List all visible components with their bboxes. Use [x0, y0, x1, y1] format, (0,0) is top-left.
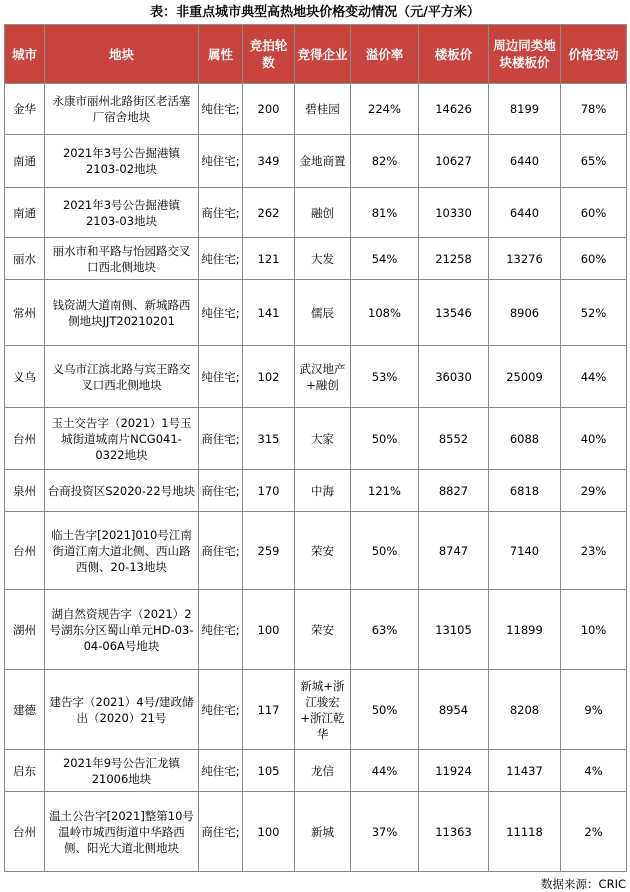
- header-premium: 溢价率: [351, 25, 419, 84]
- cell-price: 8954: [419, 670, 489, 750]
- cell-city: 启东: [5, 750, 45, 792]
- cell-rounds: 315: [243, 408, 295, 470]
- cell-type: 纯住宅;: [199, 280, 243, 346]
- cell-nearby-price: 8208: [489, 670, 561, 750]
- cell-change: 29%: [561, 470, 627, 512]
- table-row: [5, 750, 627, 792]
- cell-rounds: 262: [243, 188, 295, 238]
- table-row: [5, 280, 627, 346]
- cell-city: 建德: [5, 670, 45, 750]
- cell-premium: 50%: [351, 670, 419, 750]
- cell-nearby-price: 11118: [489, 792, 561, 872]
- table-row: [5, 238, 627, 280]
- cell-type: 纯住宅;: [199, 238, 243, 280]
- header-winner: 竞得企业: [295, 25, 351, 84]
- cell-price: 36030: [419, 346, 489, 408]
- cell-plot: 建告字（2021）4号/建政储出（2020）21号: [45, 670, 199, 750]
- cell-change: 52%: [561, 280, 627, 346]
- cell-rounds: 100: [243, 590, 295, 670]
- header-nearby-price: 周边同类地块楼板价: [489, 25, 561, 84]
- header-rounds: 竞拍轮数: [243, 25, 295, 84]
- cell-nearby-price: 13276: [489, 238, 561, 280]
- table-title: 表：非重点城市典型高热地块价格变动情况（元/平方米）: [150, 5, 480, 20]
- cell-winner: 新城: [295, 792, 351, 872]
- cell-type: 商住宅;: [199, 470, 243, 512]
- cell-change: 60%: [561, 188, 627, 238]
- cell-nearby-price: 6818: [489, 470, 561, 512]
- cell-city: 台州: [5, 512, 45, 590]
- cell-city: 丽水: [5, 238, 45, 280]
- table-row: [5, 135, 627, 188]
- cell-city: 湖州: [5, 590, 45, 670]
- cell-type: 纯住宅;: [199, 135, 243, 188]
- cell-type: 商住宅;: [199, 188, 243, 238]
- cell-rounds: 105: [243, 750, 295, 792]
- table-row: [5, 346, 627, 408]
- table-row: [5, 84, 627, 135]
- table-row: [5, 470, 627, 512]
- cell-change: 2%: [561, 792, 627, 872]
- cell-type: 纯住宅;: [199, 670, 243, 750]
- cell-plot: 温土公告字[2021]整第10号温岭市城西街道中华路西侧、阳光大道北侧地块: [45, 792, 199, 872]
- cell-rounds: 200: [243, 84, 295, 135]
- cell-winner: 中海: [295, 470, 351, 512]
- cell-plot: 丽水市和平路与怡园路交叉口西北侧地块: [45, 238, 199, 280]
- cell-price: 13105: [419, 590, 489, 670]
- cell-premium: 50%: [351, 408, 419, 470]
- cell-change: 4%: [561, 750, 627, 792]
- cell-nearby-price: 7140: [489, 512, 561, 590]
- cell-nearby-price: 11437: [489, 750, 561, 792]
- cell-plot: 钱资湖大道南侧、新城路西侧地块JJT20210201: [45, 280, 199, 346]
- cell-change: 40%: [561, 408, 627, 470]
- cell-nearby-price: 8906: [489, 280, 561, 346]
- cell-city: 泉州: [5, 470, 45, 512]
- cell-city: 南通: [5, 135, 45, 188]
- cell-price: 8747: [419, 512, 489, 590]
- cell-plot: 2021年9号公告汇龙镇21006地块: [45, 750, 199, 792]
- cell-city: 常州: [5, 280, 45, 346]
- cell-rounds: 102: [243, 346, 295, 408]
- cell-change: 44%: [561, 346, 627, 408]
- cell-type: 商住宅;: [199, 408, 243, 470]
- cell-city: 台州: [5, 792, 45, 872]
- cell-premium: 53%: [351, 346, 419, 408]
- cell-type: 纯住宅;: [199, 346, 243, 408]
- cell-plot: 2021年3号公告掘港镇2103-02地块: [45, 135, 199, 188]
- land-price-table: [4, 24, 627, 872]
- cell-rounds: 259: [243, 512, 295, 590]
- cell-price: 8827: [419, 470, 489, 512]
- cell-premium: 81%: [351, 188, 419, 238]
- table-row: [5, 188, 627, 238]
- cell-winner: 荣安: [295, 512, 351, 590]
- cell-plot: 2021年3号公告掘港镇2103-03地块: [45, 188, 199, 238]
- cell-premium: 82%: [351, 135, 419, 188]
- cell-rounds: 170: [243, 470, 295, 512]
- data-source-note: 数据来源：CRIC: [541, 877, 626, 891]
- cell-rounds: 349: [243, 135, 295, 188]
- header-change: 价格变动: [561, 25, 627, 84]
- cell-change: 9%: [561, 670, 627, 750]
- cell-winner: 新城+浙江骏宏+浙江乾华: [295, 670, 351, 750]
- cell-nearby-price: 6088: [489, 408, 561, 470]
- cell-price: 14626: [419, 84, 489, 135]
- cell-price: 10330: [419, 188, 489, 238]
- cell-premium: 54%: [351, 238, 419, 280]
- cell-change: 60%: [561, 238, 627, 280]
- cell-plot: 湖自然资规告字（2021）2号湖东分区蜀山单元HD-03-04-06A号地块: [45, 590, 199, 670]
- cell-plot: 临土告字[2021]010号江南街道江南大道北侧、西山路西侧、20-13地块: [45, 512, 199, 590]
- table-row: [5, 408, 627, 470]
- cell-nearby-price: 8199: [489, 84, 561, 135]
- cell-winner: 大家: [295, 408, 351, 470]
- cell-winner: 大发: [295, 238, 351, 280]
- cell-winner: 融创: [295, 188, 351, 238]
- cell-winner: 荣安: [295, 590, 351, 670]
- cell-city: 金华: [5, 84, 45, 135]
- cell-rounds: 100: [243, 792, 295, 872]
- header-type: 属性: [199, 25, 243, 84]
- cell-plot: 玉土交告字（2021）1号玉城街道城南片NCG041-0322地块: [45, 408, 199, 470]
- table-row: [5, 792, 627, 872]
- header-city: 城市: [5, 25, 45, 84]
- cell-change: 10%: [561, 590, 627, 670]
- cell-plot: 永康市丽州北路街区老活塞厂宿舍地块: [45, 84, 199, 135]
- cell-type: 纯住宅;: [199, 750, 243, 792]
- cell-winner: 碧桂园: [295, 84, 351, 135]
- table-row: [5, 670, 627, 750]
- cell-price: 13546: [419, 280, 489, 346]
- cell-plot: 台商投资区S2020-22号地块: [45, 470, 199, 512]
- header-price: 楼板价: [419, 25, 489, 84]
- cell-premium: 121%: [351, 470, 419, 512]
- cell-premium: 44%: [351, 750, 419, 792]
- cell-premium: 224%: [351, 84, 419, 135]
- cell-price: 11363: [419, 792, 489, 872]
- cell-premium: 37%: [351, 792, 419, 872]
- cell-winner: 武汉地产+融创: [295, 346, 351, 408]
- cell-rounds: 121: [243, 238, 295, 280]
- cell-nearby-price: 6440: [489, 135, 561, 188]
- cell-rounds: 117: [243, 670, 295, 750]
- cell-nearby-price: 11899: [489, 590, 561, 670]
- cell-winner: 金地商置: [295, 135, 351, 188]
- cell-change: 65%: [561, 135, 627, 188]
- cell-nearby-price: 6440: [489, 188, 561, 238]
- cell-city: 南通: [5, 188, 45, 238]
- cell-winner: 龙信: [295, 750, 351, 792]
- cell-city: 义乌: [5, 346, 45, 408]
- table-row: [5, 512, 627, 590]
- cell-premium: 108%: [351, 280, 419, 346]
- header-plot: 地块: [45, 25, 199, 84]
- cell-price: 11924: [419, 750, 489, 792]
- cell-premium: 63%: [351, 590, 419, 670]
- cell-type: 纯住宅;: [199, 590, 243, 670]
- cell-city: 台州: [5, 408, 45, 470]
- header-row: [5, 25, 627, 84]
- cell-price: 8552: [419, 408, 489, 470]
- cell-change: 78%: [561, 84, 627, 135]
- cell-rounds: 141: [243, 280, 295, 346]
- cell-change: 23%: [561, 512, 627, 590]
- cell-premium: 50%: [351, 512, 419, 590]
- table-row: [5, 590, 627, 670]
- cell-type: 商住宅;: [199, 792, 243, 872]
- cell-nearby-price: 25009: [489, 346, 561, 408]
- cell-winner: 儒辰: [295, 280, 351, 346]
- cell-price: 10627: [419, 135, 489, 188]
- cell-plot: 义乌市江滨北路与宾王路交叉口西北侧地块: [45, 346, 199, 408]
- cell-price: 21258: [419, 238, 489, 280]
- cell-type: 纯住宅;: [199, 84, 243, 135]
- cell-type: 商住宅;: [199, 512, 243, 590]
